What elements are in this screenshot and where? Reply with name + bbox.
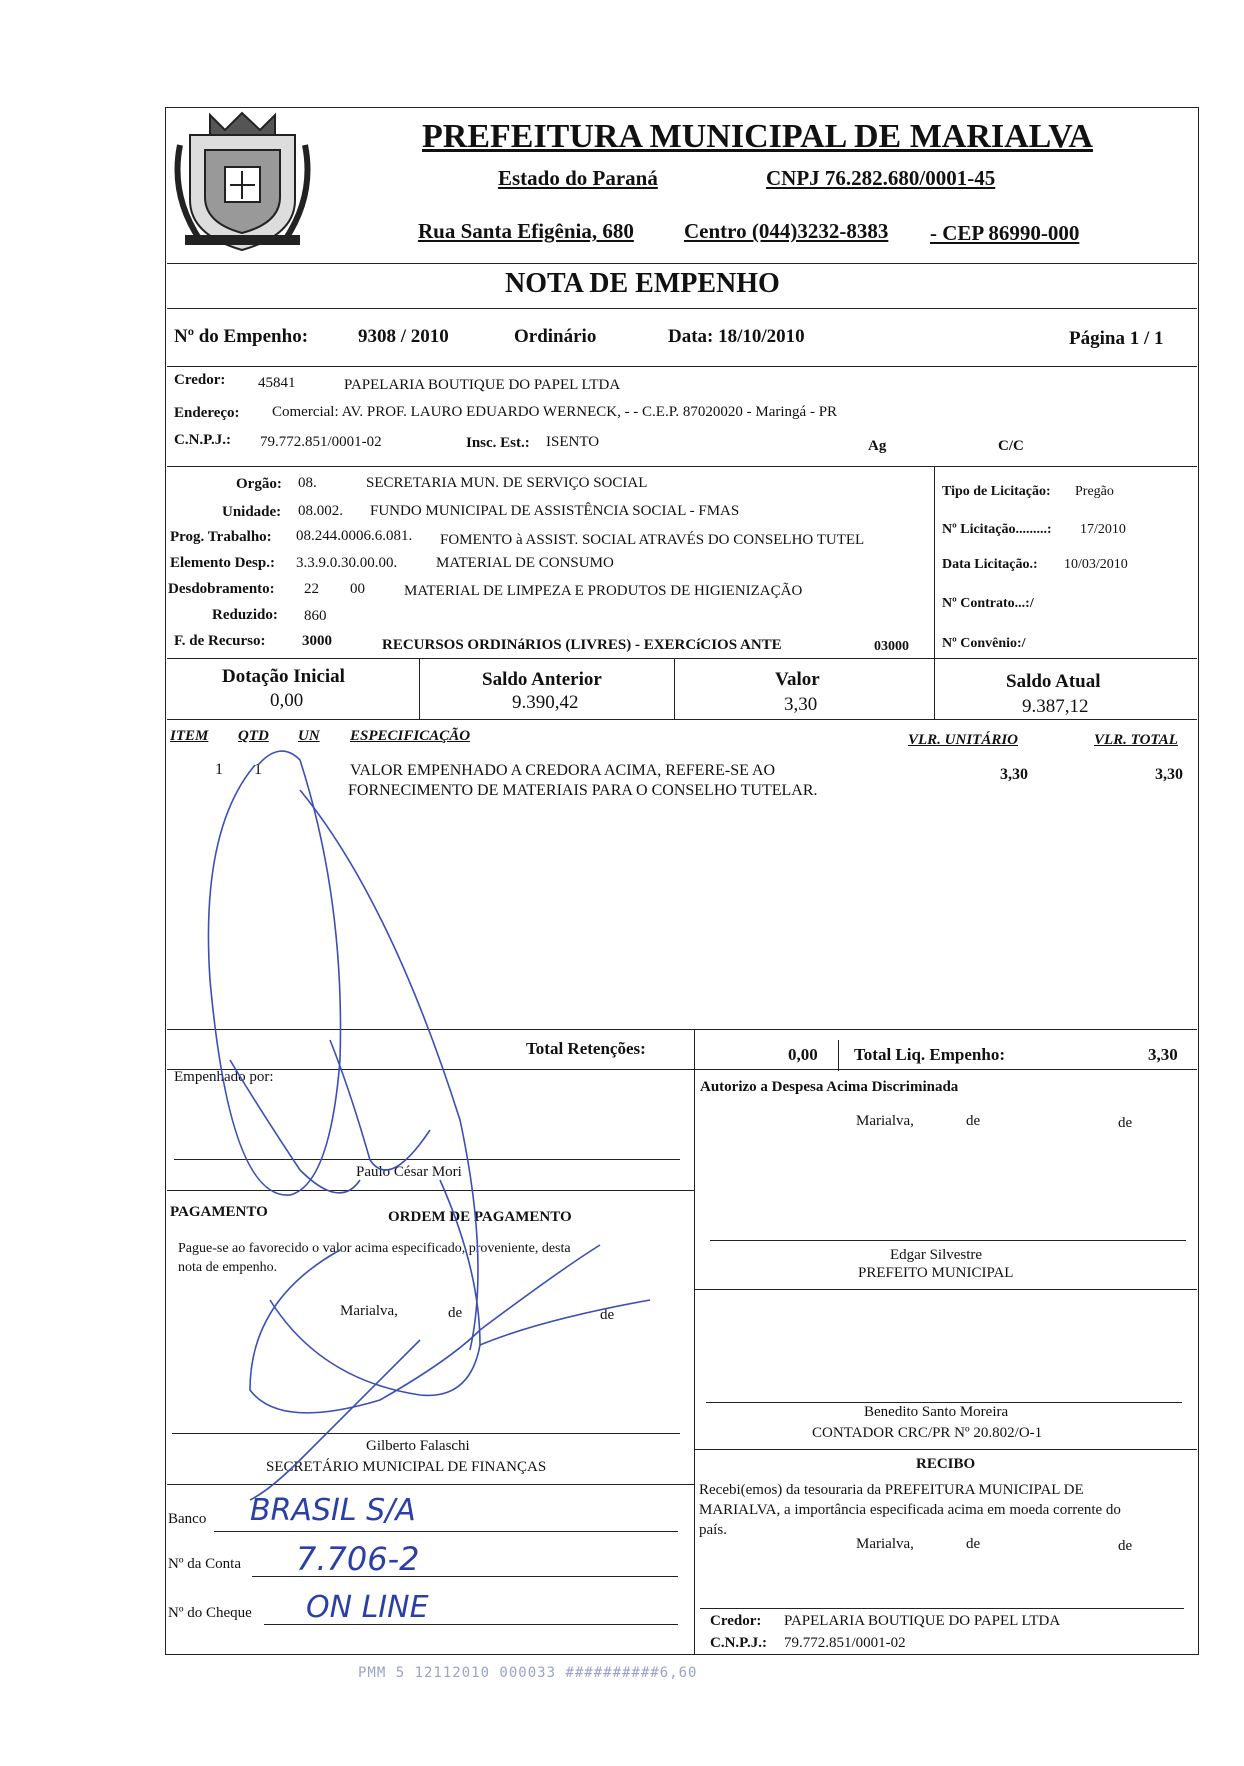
elem-name: MATERIAL DE CONSUMO <box>436 555 614 571</box>
contador-name: Benedito Santo Moreira <box>864 1404 1009 1420</box>
payment-de2: de <box>600 1307 615 1323</box>
items-header-unit-value: VLR. UNITÁRIO <box>908 732 1019 748</box>
signer-empenho: Paulo César Mori <box>356 1164 462 1180</box>
contrato-label: Nº Contrato...:/ <box>942 596 1034 611</box>
recurso-label: F. de Recurso: <box>174 633 266 649</box>
municipality-title: PREFEITURA MUNICIPAL DE MARIALVA <box>422 118 1093 155</box>
empenhado-por-label: Empenhado por: <box>174 1069 274 1085</box>
item-spec-line1: VALOR EMPENHADO A CREDORA ACIMA, REFERE-SE AO <box>350 762 776 779</box>
prog-name: FOMENTO à ASSIST. SOCIAL ATRAVÉS DO CONSELHO TUTEL <box>440 532 865 548</box>
orgao-code: 08. <box>298 475 317 491</box>
ordem-pagamento-label: ORDEM DE PAGAMENTO <box>388 1209 572 1225</box>
district-phone: Centro (044)3232-8383 <box>684 219 889 243</box>
item-total-value: 3,30 <box>1155 766 1183 783</box>
authentication-stamp: PMM 5 12112010 000033 ##########6,60 <box>358 1665 698 1681</box>
pague-text-line1: Pague-se ao favorecido o valor acima especificado, proveniente, desta <box>178 1241 571 1256</box>
recibo-text-line3: país. <box>699 1522 727 1538</box>
elem-code: 3.3.9.0.30.00.00. <box>296 555 398 571</box>
document-title: NOTA DE EMPENHO <box>505 268 780 299</box>
signer-financas-role: SECRETÁRIO MUNICIPAL DE FINANÇAS <box>266 1459 547 1475</box>
payment-de1: de <box>448 1305 463 1321</box>
items-header-total-value: VLR. TOTAL <box>1094 732 1178 748</box>
recibo-credor-label: Credor: <box>710 1613 762 1629</box>
autorizo-de2: de <box>1118 1115 1133 1131</box>
cheque-label: Nº do Cheque <box>168 1605 252 1621</box>
contador-role: CONTADOR CRC/PR Nº 20.802/O-1 <box>812 1425 1043 1441</box>
total-liquido-label: Total Liq. Empenho: <box>854 1045 1005 1064</box>
item-number: 1 <box>215 761 223 778</box>
autorizo-city: Marialva, <box>856 1113 914 1129</box>
recurso-code: 3000 <box>302 633 332 649</box>
recibo-credor-name: PAPELARIA BOUTIQUE DO PAPEL LTDA <box>784 1613 1061 1629</box>
saldo-atual-value: 9.387,12 <box>1022 696 1089 717</box>
recibo-title: RECIBO <box>916 1456 976 1472</box>
licitacao-date-value: 10/03/2010 <box>1064 557 1128 572</box>
cnpj-header: CNPJ 76.282.680/0001-45 <box>766 166 996 190</box>
saldo-anterior-label: Saldo Anterior <box>482 669 602 690</box>
recibo-city: Marialva, <box>856 1536 914 1552</box>
total-liquido-value: 3,30 <box>1148 1045 1178 1064</box>
saldo-anterior-value: 9.390,42 <box>512 692 579 713</box>
autorizo-label: Autorizo a Despesa Acima Discriminada <box>700 1079 959 1095</box>
banco-handwritten: BRASIL S/A <box>250 1493 416 1528</box>
recurso-name: RECURSOS ORDINáRIOS (LIVRES) - EXERCíCIOS ANTE <box>382 637 782 653</box>
elem-label: Elemento Desp.: <box>170 555 275 571</box>
street-address: Rua Santa Efigênia, 680 <box>418 219 634 243</box>
cheque-handwritten: ON LINE <box>306 1590 429 1625</box>
empenho-number: 9308 / 2010 <box>358 326 449 347</box>
autorizo-de1: de <box>966 1113 981 1129</box>
convenio-label: Nº Convênio:/ <box>942 636 1026 651</box>
cep-header: - CEP 86990-000 <box>930 221 1080 245</box>
reduzido-label: Reduzido: <box>212 607 278 623</box>
saldo-atual-label: Saldo Atual <box>1006 671 1101 692</box>
items-header-item: ITEM <box>170 728 209 744</box>
recibo-text-line1: Recebi(emos) da tesouraria da PREFEITURA MUNICIPAL DE <box>699 1482 1084 1498</box>
desd-name: MATERIAL DE LIMPEZA E PRODUTOS DE HIGIENIZAÇÃO <box>404 583 803 599</box>
desd-code2: 00 <box>350 581 365 597</box>
credor-address: Comercial: AV. PROF. LAURO EDUARDO WERNECK, - - C.E.P. 87020020 - Maringá - PR <box>272 404 838 420</box>
item-quantity: 1 <box>254 761 262 778</box>
signer-financas: Gilberto Falaschi <box>366 1438 470 1454</box>
empenho-date: Data: 18/10/2010 <box>668 326 805 347</box>
recibo-cnpj-value: 79.772.851/0001-02 <box>784 1635 906 1651</box>
insc-label: Insc. Est.: <box>466 435 530 451</box>
prog-code: 08.244.0006.6.081. <box>296 528 413 544</box>
state-label: Estado do Paraná <box>498 166 658 190</box>
items-header-spec: ESPECIFICAÇÃO <box>350 728 471 744</box>
pagamento-label: PAGAMENTO <box>170 1204 268 1220</box>
licitacao-number-label: Nº Licitação.........: <box>942 522 1052 537</box>
address-label: Endereço: <box>174 405 240 421</box>
credor-cnpj: 79.772.851/0001-02 <box>260 434 382 450</box>
prefeito-role: PREFEITO MUNICIPAL <box>858 1265 1014 1281</box>
licitacao-date-label: Data Licitação.: <box>942 557 1038 572</box>
desd-code1: 22 <box>304 581 319 597</box>
dotacao-label: Dotação Inicial <box>222 666 345 687</box>
item-unit-value: 3,30 <box>1000 766 1028 783</box>
valor-label: Valor <box>775 669 820 690</box>
banco-label: Banco <box>168 1511 207 1527</box>
recibo-de1: de <box>966 1536 981 1552</box>
valor-value: 3,30 <box>784 694 818 715</box>
payment-city: Marialva, <box>340 1303 398 1319</box>
pague-text-line2: nota de empenho. <box>178 1260 278 1275</box>
items-header-qtd: QTD <box>238 728 269 744</box>
unidade-name: FUNDO MUNICIPAL DE ASSISTÊNCIA SOCIAL - FMAS <box>370 503 740 519</box>
licitacao-number-value: 17/2010 <box>1080 522 1126 537</box>
recibo-cnpj-label: C.N.P.J.: <box>710 1635 767 1651</box>
tipo-licitacao-label: Tipo de Licitação: <box>942 484 1051 499</box>
prog-label: Prog. Trabalho: <box>170 529 272 545</box>
items-header-un: UN <box>298 728 320 744</box>
conta-handwritten: 7.706-2 <box>296 1540 420 1578</box>
insc-value: ISENTO <box>546 434 600 450</box>
unidade-label: Unidade: <box>222 504 282 520</box>
recibo-text-line2: MARIALVA, a importância especificada acima em moeda corrente do <box>699 1502 1121 1518</box>
unidade-code: 08.002. <box>298 503 343 519</box>
recibo-de2: de <box>1118 1538 1133 1554</box>
orgao-name: SECRETARIA MUN. DE SERVIÇO SOCIAL <box>366 475 648 491</box>
item-spec-line2: FORNECIMENTO DE MATERIAIS PARA O CONSELHO TUTELAR. <box>348 782 818 799</box>
conta-label: Nº da Conta <box>168 1556 241 1572</box>
retencoes-value: 0,00 <box>788 1045 818 1064</box>
credor-code: 45841 <box>258 375 296 391</box>
recurso-number: 03000 <box>874 639 909 654</box>
page-number: Página 1 / 1 <box>1069 328 1164 349</box>
credor-label: Credor: <box>174 372 226 388</box>
cc-label: C/C <box>998 438 1024 454</box>
credor-name: PAPELARIA BOUTIQUE DO PAPEL LTDA <box>344 377 621 393</box>
empenho-type: Ordinário <box>514 326 597 347</box>
desd-label: Desdobramento: <box>168 581 275 597</box>
dotacao-value: 0,00 <box>270 690 304 711</box>
tipo-licitacao-value: Pregão <box>1075 484 1114 499</box>
reduzido-value: 860 <box>304 608 327 624</box>
cnpj-label: C.N.P.J.: <box>174 432 231 448</box>
empenho-label: Nº do Empenho: <box>174 326 309 347</box>
retencoes-label: Total Retenções: <box>526 1039 646 1058</box>
prefeito-name: Edgar Silvestre <box>890 1247 983 1263</box>
ag-label: Ag <box>868 438 887 454</box>
orgao-label: Orgão: <box>236 476 282 492</box>
